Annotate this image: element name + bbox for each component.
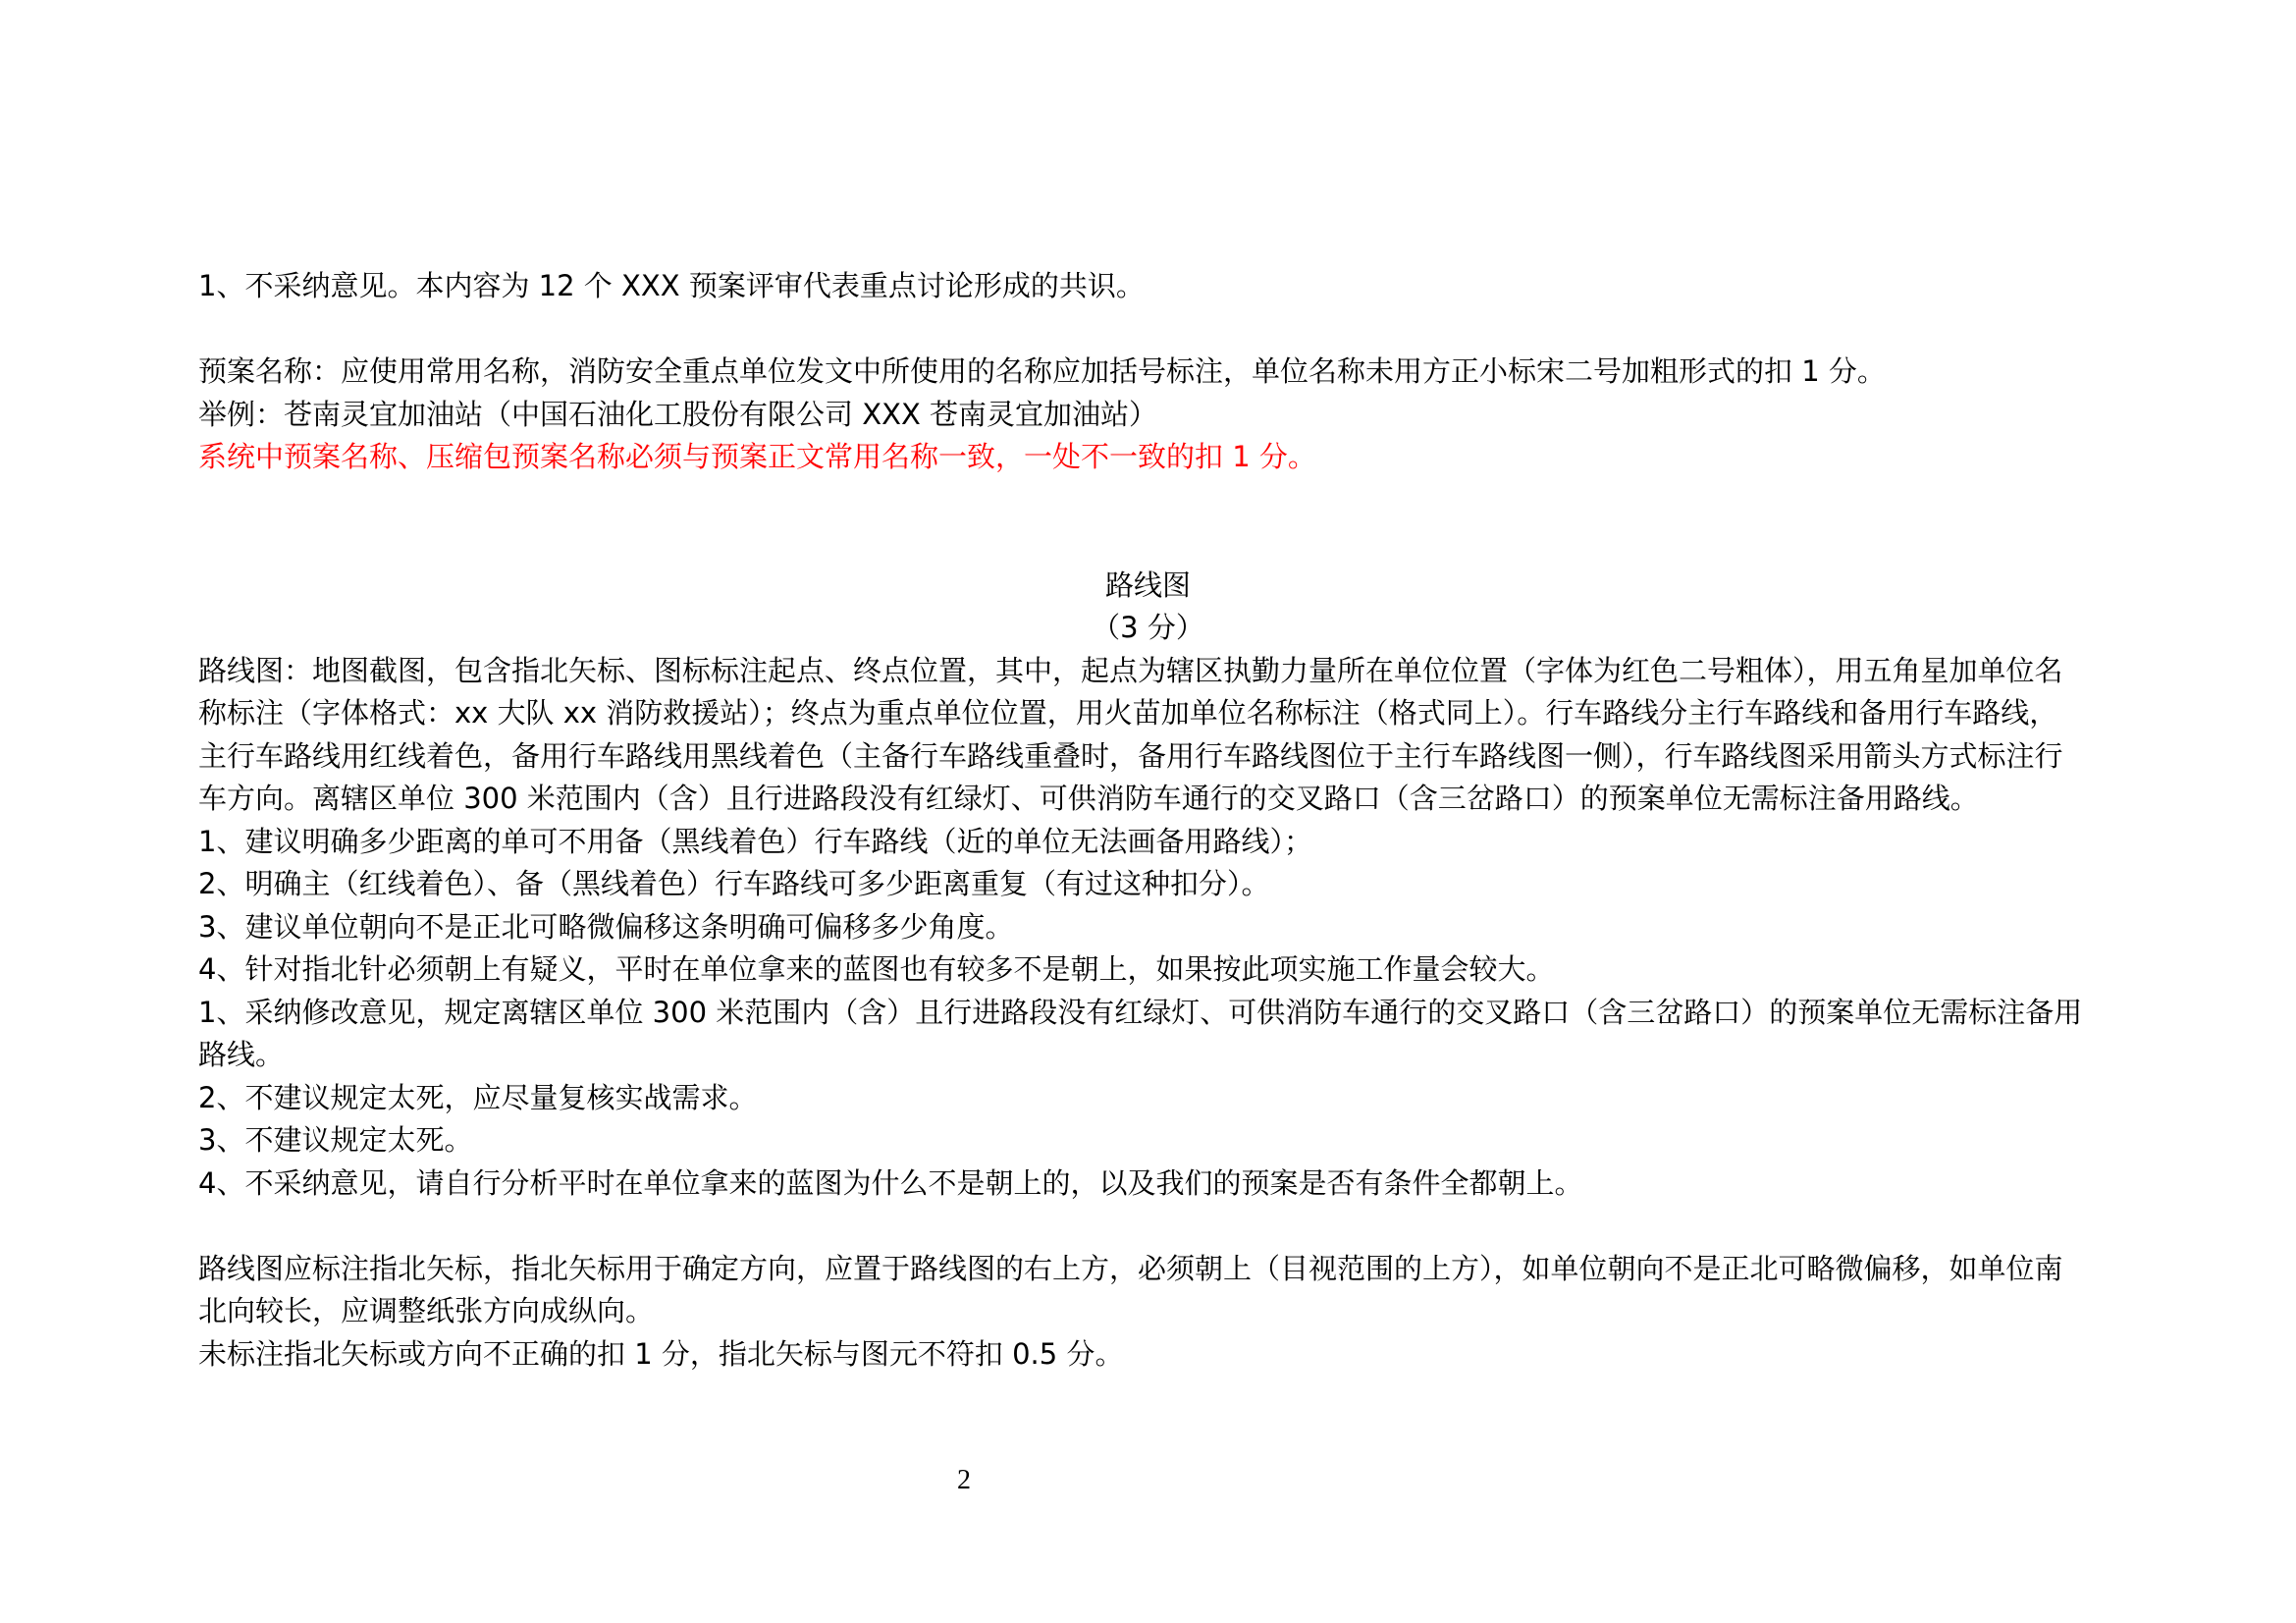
question-item: 4、针对指北针必须朝上有疑义，平时在单位拿来的蓝图也有较多不是朝上，如果按此项实施工作量会较大。 [198,952,1555,986]
consensus-note: 1、不采纳意见。本内容为 12 个 XXX 预案评审代表重点讨论形成的共识。 [198,269,1145,302]
route-description-line: 路线图：地图截图，包含指北矢标、图标标注起点、终点位置，其中，起点为辖区执勤力量所在单位位置（字体为红色二号粗体），用五角星加单位名 [198,653,2063,687]
spacer [198,521,2112,565]
response-item: 3、不建议规定太死。 [198,1123,473,1157]
plan-name-example: 举例：苍南灵宜加油站（中国石油化工股份有限公司 XXX 苍南灵宜加油站） [198,397,1158,431]
north-arrow-rule [198,1248,2112,1377]
page-number: 2 [957,1465,971,1495]
response-item: 2、不建议规定太死，应尽量复核实战需求。 [198,1080,758,1114]
section-score: （3 分） [1092,611,1204,644]
review-responses [198,992,2112,1206]
document-body [198,265,2112,1376]
route-description-line: 车方向。离辖区单位 300 米范围内（含）且行进路段没有红绿灯、可供消防车通行的交叉路口（含三岔路口）的预案单位无需标注备用路线。 [198,782,1979,815]
response-item-continued: 路线。 [198,1038,285,1071]
question-item: 3、建议单位朝向不是正北可略微偏移这条明确可偏移多少角度。 [198,909,1014,944]
review-questions [198,821,2112,992]
north-arrow-line: 北向较长，应调整纸张方向成纵向。 [198,1294,655,1327]
section-title: 路线图 [1104,568,1191,602]
route-description-line: 主行车路线用红线着色，备用行车路线用黑线着色（主备行车路线重叠时，备用行车路线图位于主行车路线图一侧），行车路线图采用箭头方式标注行 [198,738,2063,773]
spacer [198,1205,2112,1248]
spacer [198,308,2112,352]
spacer [198,479,2112,522]
plan-name-rule: 预案名称：应使用常用名称，消防安全重点单位发文中所使用的名称应加括号标注，单位名称未用方正小标宋二号加粗形式的扣 1 分。 [198,354,1886,388]
response-item: 1、采纳修改意见，规定离辖区单位 300 米范围内（含）且行进路段没有红绿灯、可供消防车通行的交叉路口（含三岔路口）的预案单位无需标注备用 [198,995,2083,1029]
route-description-line: 称标注（字体格式：xx 大队 xx 消防救援站）；终点为重点单位位置，用火苗加单位名称标注（格式同上）。行车路线分主行车路线和备用行车路线， [198,696,2058,730]
question-item: 2、明确主（红线着色）、备（黑线着色）行车路线可多少距离重复（有过这种扣分）。 [198,867,1270,900]
north-arrow-penalty: 未标注指北矢标或方向不正确的扣 1 分，指北矢标与图元不符扣 0.5 分。 [198,1336,1124,1371]
response-item: 4、不采纳意见，请自行分析平时在单位拿来的蓝图为什么不是朝上的，以及我们的预案是否有条件全都朝上。 [198,1165,1583,1200]
plan-name-warning: 系统中预案名称、压缩包预案名称必须与预案正文常用名称一致，一处不一致的扣 1 分。 [198,440,1316,473]
route-description [198,650,2112,821]
question-item: 1、建议明确多少距离的单可不用备（黑线着色）行车路线（近的单位无法画备用路线）； [198,824,1312,858]
north-arrow-line: 路线图应标注指北矢标，指北矢标用于确定方向，应置于路线图的右上方，必须朝上（目视范围的上方），如单位朝向不是正北可略微偏移，如单位南 [198,1251,2063,1285]
